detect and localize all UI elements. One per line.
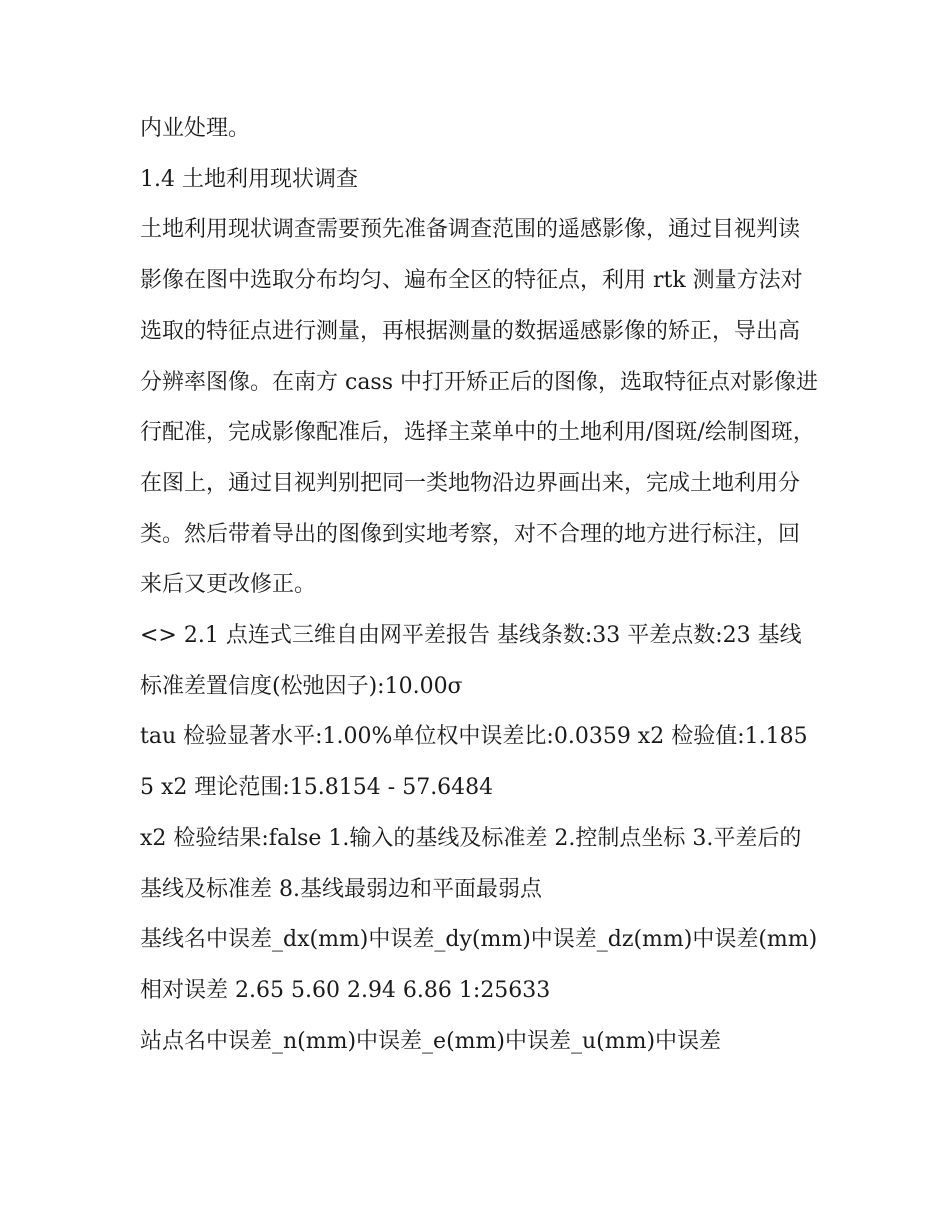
document-body bbox=[140, 104, 820, 1067]
paragraph-adjustment-report: <> 2.1 点连式三维自由网平差报告 基线条数:33 平差点数:23 基线标准差置信度(松弛因子):10.00σ bbox=[140, 623, 802, 699]
paragraph-baseline-errors: 基线名中误差_dx(mm)中误差_dy(mm)中误差_dz(mm)中误差(mm)相对误差 2.65 5.60 2.94 6.86 1:25633 bbox=[140, 927, 818, 1003]
section-heading: 1.4 土地利用现状调查 bbox=[140, 166, 358, 192]
paragraph-x2-result: x2 检验结果:false 1.输入的基线及标准差 2.控制点坐标 3.平差后的基线及标准差 8.基线最弱边和平面最弱点 bbox=[140, 825, 802, 902]
paragraph-station-errors: 站点名中误差_n(mm)中误差_e(mm)中误差_u(mm)中误差 bbox=[140, 1028, 722, 1054]
paragraph-intro-fragment: 内业处理。 bbox=[140, 116, 251, 141]
paragraph-tau-test: tau 检验显著水平:1.00%单位权中误差比:0.0359 x2 检验值:1.1855 x2 理论范围:15.8154 - 57.6484 bbox=[140, 724, 808, 801]
paragraph-land-use-survey: 土地利用现状调查需要预先准备调查范围的遥感影像，通过目视判读影像在图中选取分布均匀、遍布全区的特征点，利用 rtk 测量方法对选取的特征点进行测量，再根据测量的数据遥感影像的矫正，导出高分辨率图像。在南方 cass 中打开矫正后的图像，选取特征点对影像进行配准，完成影像配准后，选择主菜单中的土地利用/图斑/绘制图斑，在图上，通过目视判别把同一类地物沿边界画出来，完成土地利用分类。然后带着导出的图像到实地考察，对不合理的地方进行标注，回来后又更改修正。 bbox=[140, 217, 819, 598]
